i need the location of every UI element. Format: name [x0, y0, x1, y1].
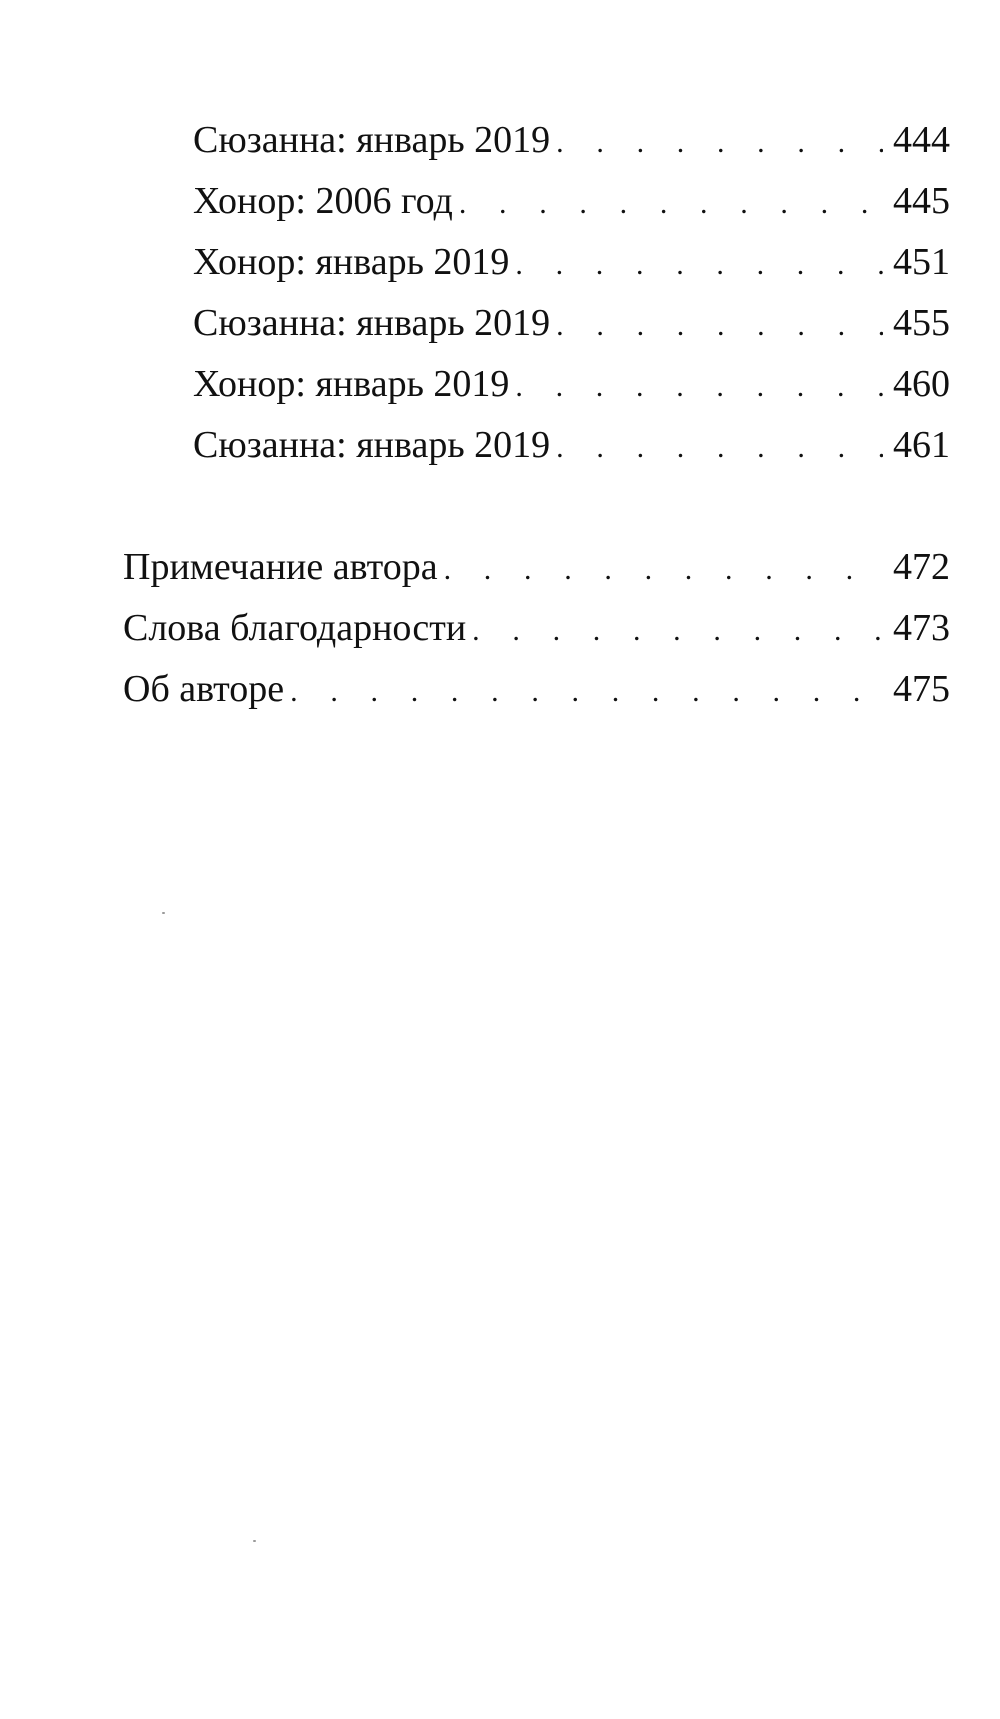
toc-entry-title: Хонор: 2006 год	[193, 180, 453, 222]
dot-leader	[515, 357, 883, 417]
dot-leader	[459, 174, 883, 234]
toc-entry-page: 473	[893, 607, 950, 649]
toc-entry	[193, 415, 950, 475]
paper-speck	[253, 1540, 256, 1542]
toc-entry-page: 475	[893, 668, 950, 710]
toc-entry-title: Сюзанна: январь 2019	[193, 119, 551, 161]
toc-entry	[193, 110, 950, 170]
dot-leader	[556, 113, 883, 173]
toc-entry-page: 451	[893, 241, 950, 283]
toc-entry	[123, 537, 950, 597]
toc-entry-title: Сюзанна: январь 2019	[193, 302, 551, 344]
dot-leader	[556, 418, 883, 478]
paper-speck	[162, 912, 165, 914]
toc-entry	[193, 354, 950, 414]
toc-entry-title: Сюзанна: январь 2019	[193, 424, 551, 466]
dot-leader	[515, 235, 883, 295]
toc-entry-page: 472	[893, 546, 950, 588]
toc-entry	[193, 171, 950, 231]
toc-entry-page: 460	[893, 363, 950, 405]
toc-entry-page: 444	[893, 119, 950, 161]
toc-entry	[193, 293, 950, 353]
toc-entry-page: 445	[893, 180, 950, 222]
toc-entry-title: Хонор: январь 2019	[193, 241, 510, 283]
toc-entry-page: 461	[893, 424, 950, 466]
toc-entry	[123, 659, 950, 719]
toc-entry-title: Примечание автора	[123, 546, 438, 588]
dot-leader	[444, 540, 883, 600]
dot-leader	[472, 601, 883, 661]
toc-entry-title: Хонор: январь 2019	[193, 363, 510, 405]
toc-entry-title: Слова благодарности	[123, 607, 467, 649]
dot-leader	[290, 662, 883, 722]
toc-entry	[193, 232, 950, 292]
dot-leader	[556, 296, 883, 356]
toc-entry-page: 455	[893, 302, 950, 344]
toc-entry	[123, 598, 950, 658]
toc-entry-title: Об авторе	[123, 668, 285, 710]
